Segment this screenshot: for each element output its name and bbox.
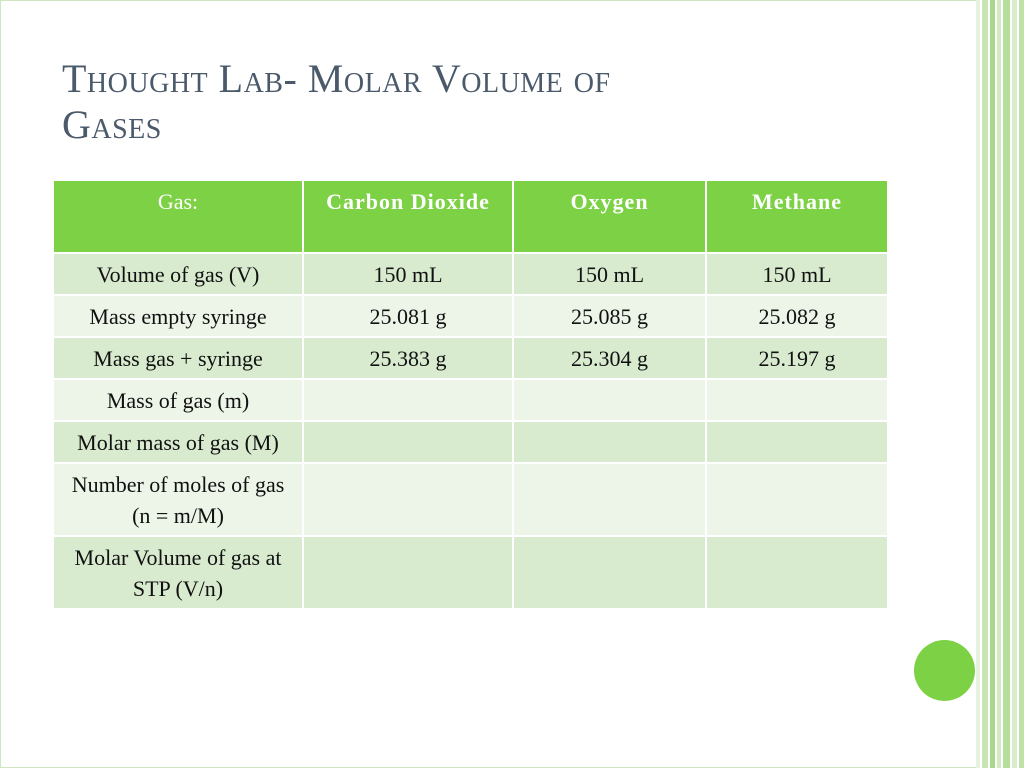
slide-title-line1: Thought Lab- Molar Volume of — [62, 56, 611, 101]
frame-left-border — [0, 0, 1, 768]
table-row — [53, 295, 888, 337]
table-cell — [513, 421, 706, 463]
side-stripe — [1003, 0, 1010, 768]
table-cell: 25.383 g — [303, 337, 513, 379]
table-cell — [513, 379, 706, 421]
table-row — [53, 421, 888, 463]
table-row — [53, 536, 888, 609]
table-cell — [303, 536, 513, 609]
header-gas-label: Gas: — [53, 180, 303, 253]
row-label: Molar mass of gas (M) — [53, 421, 303, 463]
table-row — [53, 253, 888, 295]
table-cell: 25.082 g — [706, 295, 888, 337]
data-table — [52, 179, 889, 610]
header-oxygen: Oxygen — [513, 180, 706, 253]
row-label: Mass empty syringe — [53, 295, 303, 337]
table-cell: 25.081 g — [303, 295, 513, 337]
side-stripe — [976, 0, 980, 768]
table-row — [53, 379, 888, 421]
row-label: Number of moles of gas (n = m/M) — [53, 463, 303, 536]
table-cell: 25.197 g — [706, 337, 888, 379]
table-cell — [513, 463, 706, 536]
table-row — [53, 337, 888, 379]
decorative-green-circle — [914, 640, 975, 701]
table-cell — [706, 536, 888, 609]
table-cell — [303, 379, 513, 421]
side-stripe — [982, 0, 988, 768]
slide-title — [62, 56, 862, 148]
row-label: Molar Volume of gas at STP (V/n) — [53, 536, 303, 609]
header-methane: Methane — [706, 180, 888, 253]
table-cell: 150 mL — [513, 253, 706, 295]
table-cell: 25.304 g — [513, 337, 706, 379]
table-header-row — [53, 180, 888, 253]
row-label: Volume of gas (V) — [53, 253, 303, 295]
row-label: Mass gas + syringe — [53, 337, 303, 379]
table-cell: 150 mL — [303, 253, 513, 295]
side-stripe — [1019, 0, 1024, 768]
side-stripe — [1012, 0, 1017, 768]
row-label: Mass of gas (m) — [53, 379, 303, 421]
table-cell — [706, 421, 888, 463]
table-cell — [513, 536, 706, 609]
side-stripe — [990, 0, 995, 768]
side-stripe — [997, 0, 1001, 768]
frame-top-border — [0, 0, 976, 1]
table-cell — [706, 379, 888, 421]
header-carbon-dioxide: Carbon Dioxide — [303, 180, 513, 253]
table-cell: 150 mL — [706, 253, 888, 295]
table-row — [53, 463, 888, 536]
table-cell — [706, 463, 888, 536]
slide-title-line2: Gases — [62, 102, 162, 147]
table-cell — [303, 463, 513, 536]
table-cell: 25.085 g — [513, 295, 706, 337]
table-cell — [303, 421, 513, 463]
